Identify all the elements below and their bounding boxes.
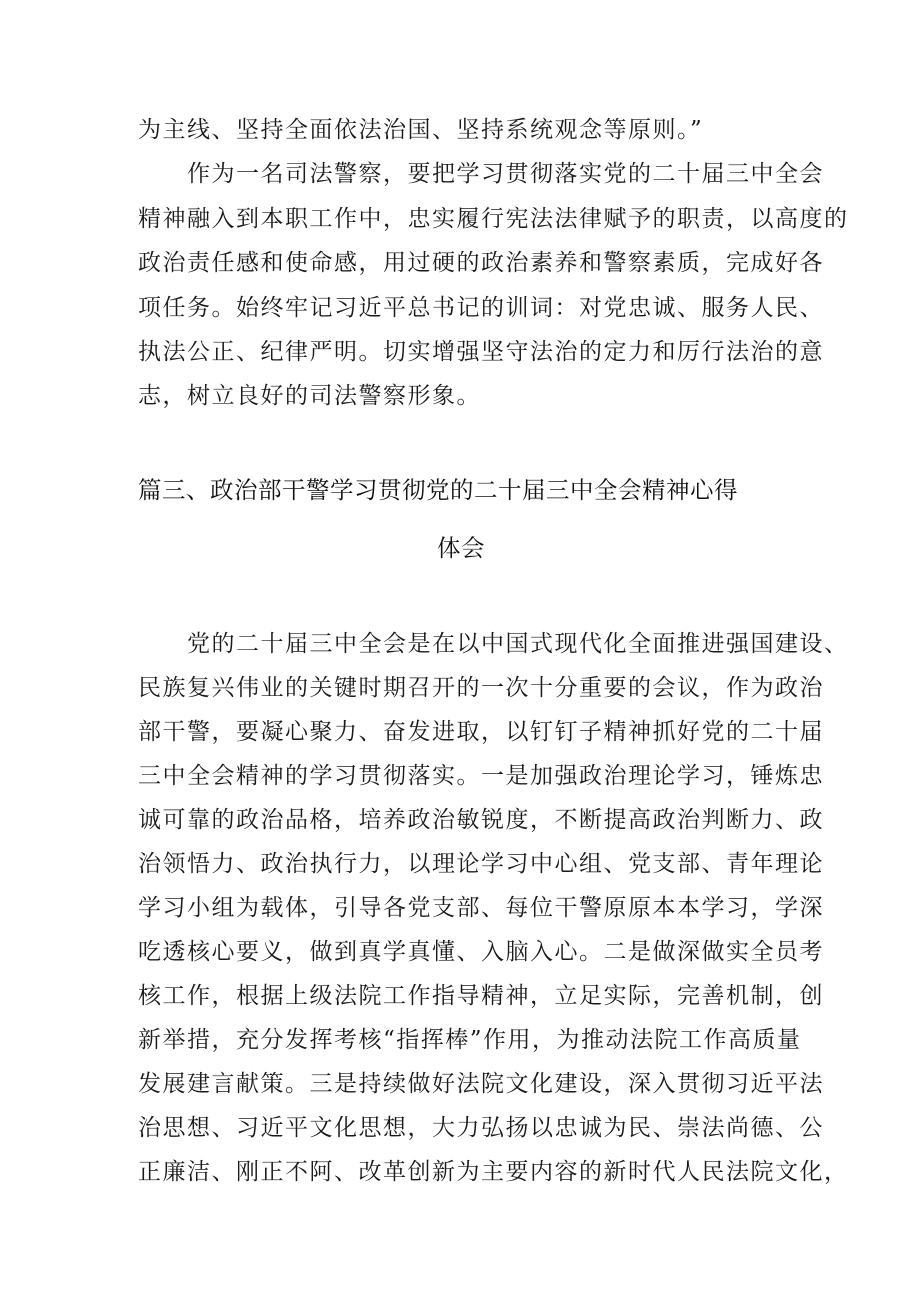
paragraph-line: 核工作，根据上级法院工作指导精神，立足实际，完善机制，创 <box>138 983 824 1009</box>
paragraph-line: 作为一名司法警察，要把学习贯彻落实党的二十届三中全会 <box>138 161 824 187</box>
paragraph-line: 执法公正、纪律严明。切实增强坚守法治的定力和厉行法治的意 <box>138 339 824 365</box>
paragraph-line: 志，树立良好的司法警察形象。 <box>138 383 481 409</box>
section-heading-continuation: 体会 <box>437 534 485 562</box>
paragraph-line: 为主线、坚持全面依法治国、坚持系统观念等原则。” <box>138 117 704 143</box>
section-heading: 篇三、政治部干警学习贯彻党的二十届三中全会精神心得 <box>138 476 738 504</box>
paragraph-line: 部干警，要凝心聚力、奋发进取，以钉钉子精神抓好党的二十届 <box>138 719 824 745</box>
paragraph-line: 三中全会精神的学习贯彻落实。一是加强政治理论学习，锤炼忠 <box>138 763 824 789</box>
paragraph-line: 党的二十届三中全会是在以中国式现代化全面推进强国建设、 <box>138 631 849 657</box>
paragraph-line: 治思想、习近平文化思想，大力弘扬以忠诚为民、崇法尚德、公 <box>138 1115 824 1141</box>
paragraph-line: 诚可靠的政治品格，培养政治敏锐度，不断提高政治判断力、政 <box>138 807 824 833</box>
paragraph-line: 民族复兴伟业的关键时期召开的一次十分重要的会议，作为政治 <box>138 675 824 701</box>
paragraph-line: 吃透核心要义，做到真学真懂、入脑入心。二是做深做实全员考 <box>138 939 824 965</box>
paragraph-line: 新举措，充分发挥考核“指挥棒”作用，为推动法院工作高质量 <box>138 1027 802 1053</box>
paragraph-line: 正廉洁、刚正不阿、改革创新为主要内容的新时代人民法院文化， <box>138 1159 849 1185</box>
paragraph-line: 发展建言献策。三是持续做好法院文化建设，深入贯彻习近平法 <box>138 1071 824 1097</box>
paragraph-line: 治领悟力、政治执行力，以理论学习中心组、党支部、青年理论 <box>138 851 824 877</box>
paragraph-line: 项任务。始终牢记习近平总书记的训词：对党忠诚、服务人民、 <box>138 295 824 321</box>
paragraph-line: 政治责任感和使命感，用过硬的政治素养和警察素质，完成好各 <box>138 250 824 276</box>
paragraph-line: 精神融入到本职工作中，忠实履行宪法法律赋予的职责，以高度的 <box>138 206 849 232</box>
paragraph-line: 学习小组为载体，引导各党支部、每位干警原原本本学习，学深 <box>138 895 824 921</box>
